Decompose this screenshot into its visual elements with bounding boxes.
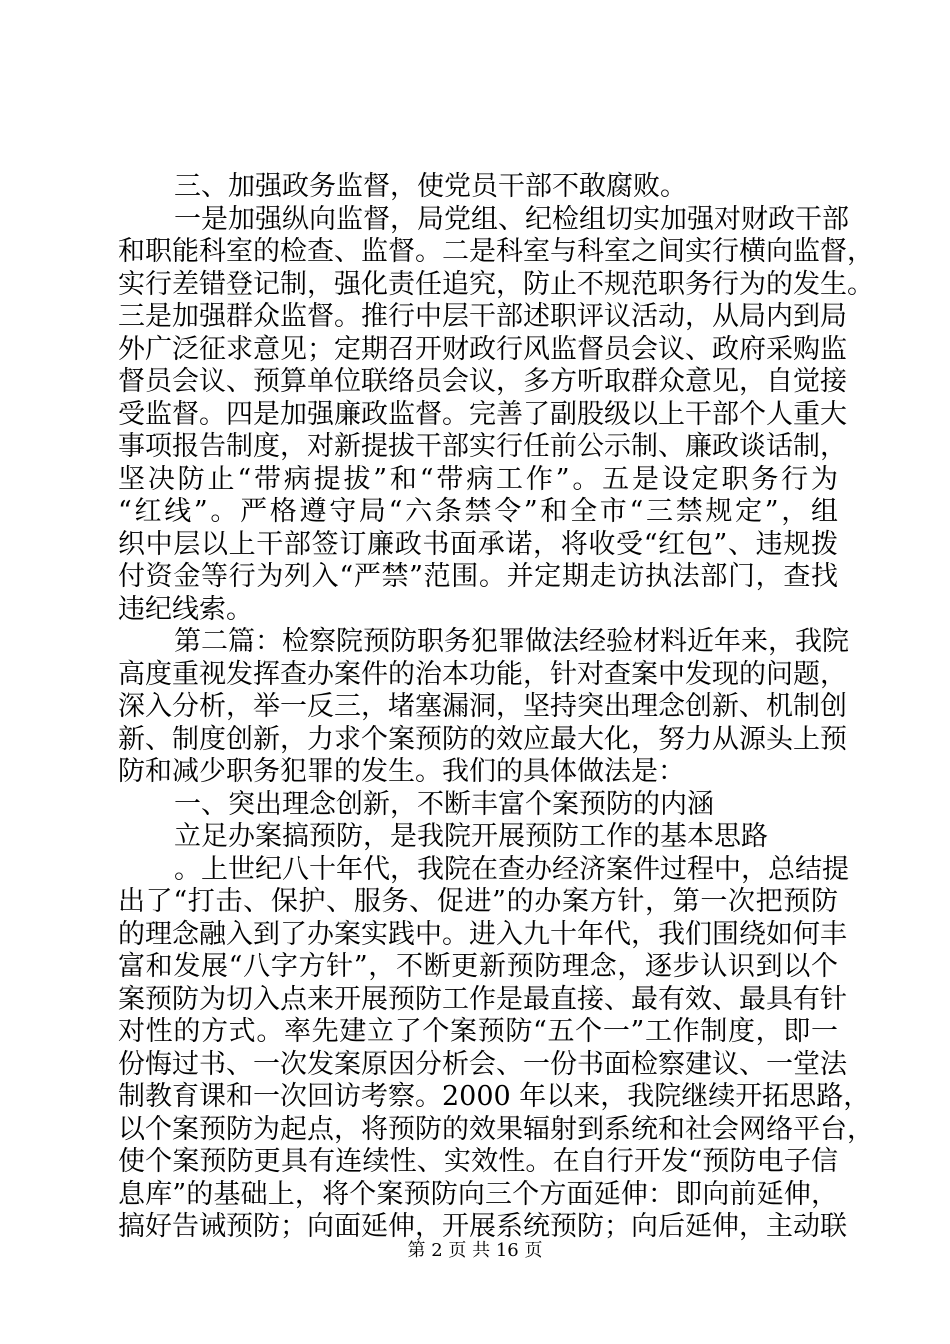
text-line: 三、加强政务监督，使党员干部不敢腐败。 [174,171,687,202]
text-line: 防和减少职务犯罪的发生。我们的具体做法是： [118,756,685,787]
text-line: 一是加强纵向监督，局党组、纪检组切实加强对财政干部 [174,203,849,235]
text-line: 制教育课和一次回访考察。2000 年以来，我院继续开拓思路， [118,1081,871,1112]
text-line: 高度重视发挥查办案件的治本功能，针对查案中发现的问题， [118,658,847,690]
text-line: 案预防为切入点来开展预防工作是最直接、最有效、最具有针 [118,983,847,1015]
text-line: 实行差错登记制，强化责任追究，防止不规范职务行为的发生。 [118,268,874,300]
text-line: 事项报告制度，对新提拔干部实行任前公示制、廉政谈话制， [118,431,847,462]
text-line: 三是加强群众监督。推行中层干部述职评议活动，从局内到局 [118,301,847,332]
text-line: 以个案预防为起点，将预防的效果辐射到系统和社会网络平台， [118,1113,874,1145]
text-line: 受监督。四是加强廉政监督。完善了副股级以上干部个人重大 [118,398,847,430]
text-line: 外广泛征求意见；定期召开财政行风监督员会议、政府采购监 [118,333,847,365]
text-line: 织中层以上干部签订廉政书面承诺，将收受“红包”、违规拨 [118,528,838,560]
text-line: 付资金等行为列入“严禁”范围。并定期走访执法部门，查找 [118,561,838,592]
body-text [118,171,874,1244]
text-line: 新、制度创新，力求个案预防的效应最大化，努力从源头上预 [118,723,847,755]
text-line: 份悔过书、一次发案原因分析会、一份书面检察建议、一堂法 [118,1048,847,1080]
text-line: 的理念融入到了办案实践中。进入九十年代，我们围绕如何丰 [118,918,847,950]
text-line: “红线”。严格遵守局“六条禁令”和全市“三禁规定”，组 [118,496,838,527]
text-line: 富和发展“八字方针”，不断更新预防理念，逐步认识到以个 [118,951,838,982]
text-line: 和职能科室的检查、监督。二是科室与科室之间实行横向监督， [118,236,874,267]
text-line: 坚决防止“带病提拔”和“带病工作”。五是设定职务行为 [118,463,838,495]
page-number-footer: 第 2 页 共 16 页 [407,1240,543,1261]
text-line: 出了“打击、保护、服务、促进”的办案方针，第一次把预防 [118,886,838,917]
text-line: 一、突出理念创新，不断丰富个案预防的内涵 [174,788,714,820]
text-line: 违纪线索。 [118,593,253,625]
text-line: 深入分析，举一反三，堵塞漏洞，坚持突出理念创新、机制创 [118,691,847,722]
text-line: 息库”的基础上，将个案预防向三个方面延伸：即向前延伸， [118,1178,838,1210]
text-line: 对性的方式。率先建立了个案预防“五个一”工作制度，即一 [118,1016,838,1047]
text-line: 使个案预防更具有连续性、实效性。在自行开发“预防电子信 [118,1146,838,1177]
text-line: 督员会议、预算单位联络员会议，多方听取群众意见，自觉接 [118,366,847,397]
text-line: 立足办案搞预防，是我院开展预防工作的基本思路 [174,821,768,852]
text-line: 第二篇：检察院预防职务犯罪做法经验材料近年来，我院 [174,626,849,657]
text-line: 。上世纪八十年代，我院在查办经济案件过程中，总结提 [174,853,849,885]
text-line: 搞好告诫预防；向面延伸，开展系统预防；向后延伸，主动联 [118,1211,847,1242]
